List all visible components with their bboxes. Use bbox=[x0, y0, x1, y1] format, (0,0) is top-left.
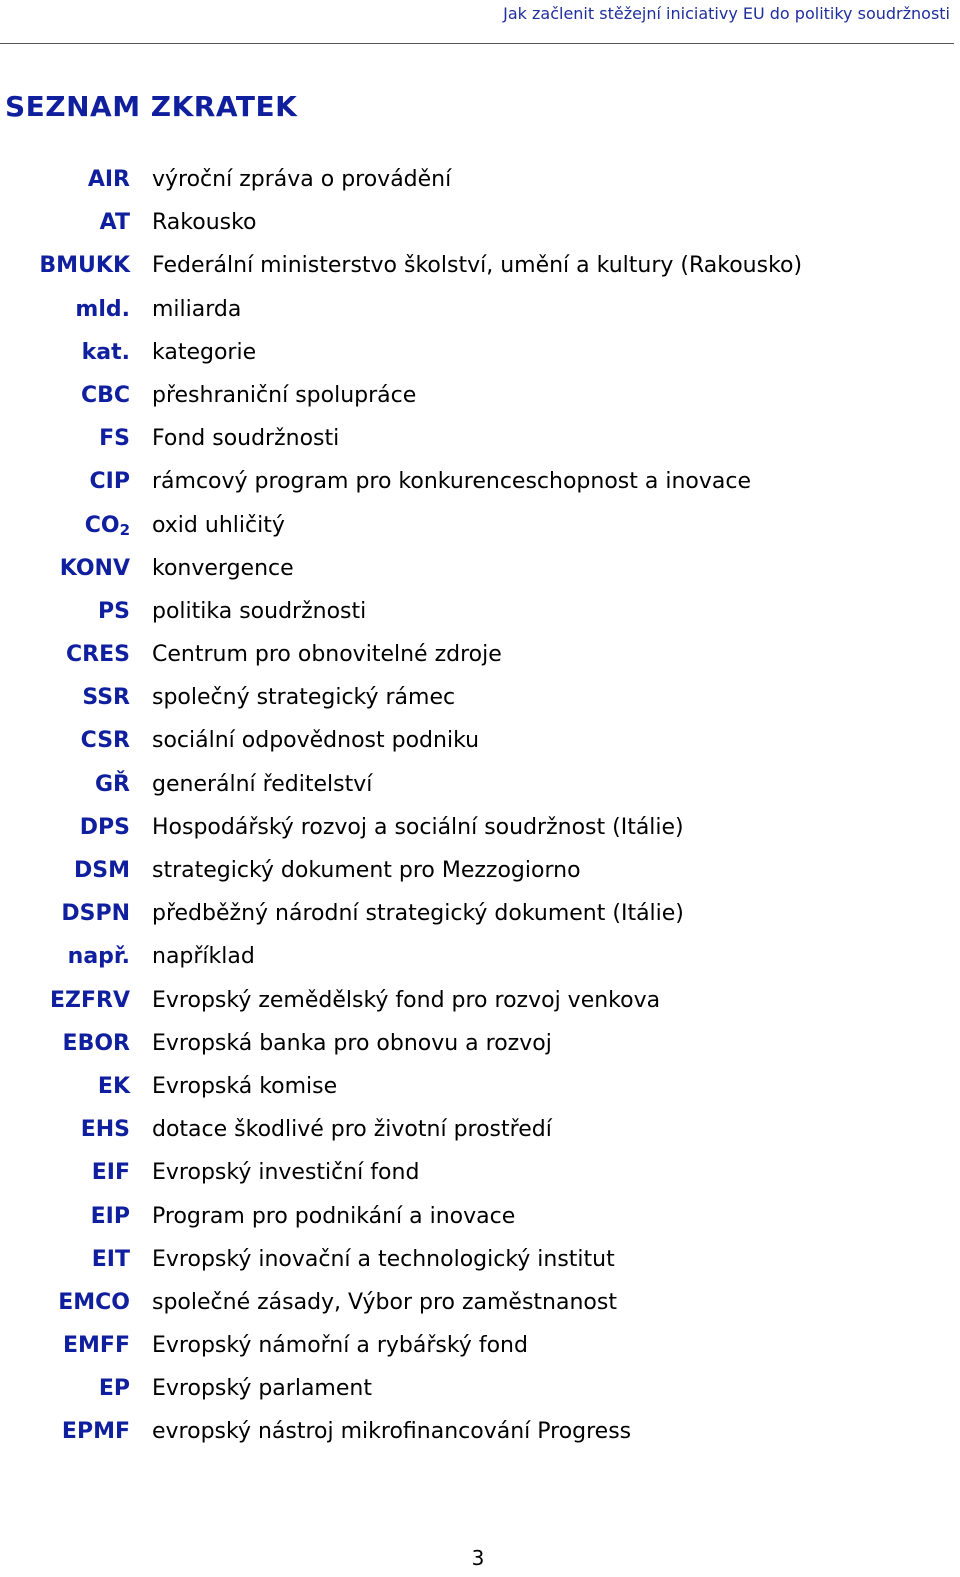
abbreviation-code-text: EIT bbox=[91, 1246, 130, 1272]
abbreviation-code-text: EIP bbox=[90, 1203, 130, 1229]
abbreviation-row bbox=[0, 461, 960, 504]
abbreviation-row bbox=[0, 1066, 960, 1109]
abbreviation-row bbox=[0, 591, 960, 634]
abbreviation-definition: společný strategický rámec bbox=[152, 685, 456, 711]
abbreviation-code-text: FS bbox=[99, 426, 130, 452]
abbreviation-row bbox=[0, 1023, 960, 1066]
abbreviation-definition: konvergence bbox=[152, 555, 294, 581]
abbreviation-code bbox=[98, 599, 130, 624]
page-number: 3 bbox=[471, 1546, 485, 1570]
abbreviation-code-text: kat. bbox=[81, 339, 130, 365]
abbreviation-row bbox=[0, 289, 960, 332]
abbreviation-code-text: EP bbox=[98, 1376, 130, 1402]
abbreviation-row bbox=[0, 1368, 960, 1411]
abbreviation-definition: Fond soudržnosti bbox=[152, 426, 340, 452]
abbreviation-definition: rámcový program pro konkurenceschopnost a inovace bbox=[152, 469, 751, 495]
abbreviation-code bbox=[66, 642, 130, 667]
abbreviation-code bbox=[50, 988, 130, 1013]
abbreviation-code-text: GŘ bbox=[95, 771, 130, 797]
abbreviation-code-text: CSR bbox=[80, 728, 130, 754]
abbreviation-code-text: AT bbox=[99, 210, 130, 236]
abbreviation-code-text: KONV bbox=[59, 555, 130, 581]
abbreviation-row bbox=[0, 332, 960, 375]
abbreviation-code bbox=[88, 167, 130, 192]
abbreviation-code-text: EIF bbox=[91, 1160, 130, 1186]
abbreviation-row bbox=[0, 980, 960, 1023]
abbreviation-row bbox=[0, 677, 960, 720]
abbreviation-row bbox=[0, 1325, 960, 1368]
abbreviation-definition: Evropský námořní a rybářský fond bbox=[152, 1333, 528, 1359]
abbreviation-code bbox=[82, 685, 130, 710]
abbreviation-code bbox=[61, 901, 130, 926]
abbreviation-row bbox=[0, 505, 960, 548]
abbreviation-code-subscript: 2 bbox=[119, 520, 130, 539]
abbreviation-code-text: mld. bbox=[75, 296, 130, 322]
abbreviation-code bbox=[68, 944, 130, 969]
abbreviation-code bbox=[81, 728, 130, 753]
abbreviation-row bbox=[0, 893, 960, 936]
abbreviation-code bbox=[60, 556, 130, 581]
abbreviation-code-text: BMUKK bbox=[39, 253, 130, 279]
abbreviation-code bbox=[100, 210, 130, 235]
abbreviation-row bbox=[0, 159, 960, 202]
abbreviation-code bbox=[92, 1160, 130, 1185]
abbreviation-code-text: EMCO bbox=[58, 1289, 130, 1315]
abbreviation-definition: sociální odpovědnost podniku bbox=[152, 728, 480, 754]
abbreviation-code-text: EHS bbox=[80, 1117, 130, 1143]
abbreviation-code bbox=[98, 1074, 130, 1099]
abbreviation-code bbox=[91, 1204, 130, 1229]
abbreviation-definition: Evropský parlament bbox=[152, 1376, 372, 1402]
abbreviation-code-text: EK bbox=[97, 1073, 130, 1099]
abbreviation-definition: miliarda bbox=[152, 296, 242, 322]
abbreviation-row bbox=[0, 548, 960, 591]
abbreviation-row bbox=[0, 764, 960, 807]
abbreviation-code bbox=[63, 1333, 130, 1358]
abbreviation-code bbox=[92, 1247, 130, 1272]
abbreviation-definition: oxid uhličitý bbox=[152, 512, 285, 538]
abbreviation-code bbox=[63, 1031, 130, 1056]
header-divider bbox=[0, 43, 954, 44]
abbreviation-code-text: např. bbox=[67, 944, 130, 970]
abbreviation-row bbox=[0, 634, 960, 677]
abbreviation-code-text: EZFRV bbox=[50, 987, 130, 1013]
abbreviation-row bbox=[0, 1196, 960, 1239]
abbreviation-list bbox=[0, 159, 960, 1455]
abbreviation-row bbox=[0, 1282, 960, 1325]
abbreviation-code bbox=[75, 297, 130, 322]
abbreviation-row bbox=[0, 936, 960, 979]
abbreviation-definition: přeshraniční spolupráce bbox=[152, 382, 417, 408]
abbreviation-code-text: CBC bbox=[80, 382, 130, 408]
abbreviation-code-text: CO bbox=[84, 512, 120, 538]
abbreviation-code bbox=[81, 383, 130, 408]
abbreviation-definition: dotace škodlivé pro životní prostředí bbox=[152, 1117, 552, 1143]
abbreviation-code bbox=[99, 426, 130, 451]
abbreviation-code-text: DSPN bbox=[61, 901, 130, 927]
abbreviation-code bbox=[90, 469, 130, 494]
abbreviation-definition: Evropská banka pro obnovu a rozvoj bbox=[152, 1030, 552, 1056]
abbreviation-code-text: EBOR bbox=[62, 1030, 130, 1056]
abbreviation-definition: Evropský investiční fond bbox=[152, 1160, 420, 1186]
abbreviation-definition: strategický dokument pro Mezzogiorno bbox=[152, 858, 581, 883]
abbreviation-definition: evropský nástroj mikrofinancování Progress bbox=[152, 1419, 632, 1445]
abbreviation-code-text: DPS bbox=[79, 814, 130, 840]
abbreviation-definition: předběžný národní strategický dokument (Itálie) bbox=[152, 901, 684, 927]
abbreviation-code-text: DSM bbox=[74, 858, 130, 883]
abbreviation-code bbox=[82, 340, 130, 365]
abbreviation-code bbox=[95, 772, 130, 797]
abbreviation-definition: Evropská komise bbox=[152, 1073, 338, 1099]
abbreviation-definition: Program pro podnikání a inovace bbox=[152, 1203, 516, 1229]
abbreviation-code bbox=[81, 1117, 130, 1142]
abbreviation-row bbox=[0, 1411, 960, 1454]
abbreviation-code-text: AIR bbox=[87, 167, 130, 192]
abbreviation-row bbox=[0, 720, 960, 763]
abbreviation-code-text: EMFF bbox=[63, 1333, 130, 1359]
abbreviation-definition: například bbox=[152, 944, 255, 970]
abbreviation-code-text: CRES bbox=[66, 642, 130, 668]
abbreviation-definition: výroční zpráva o provádění bbox=[152, 167, 452, 192]
abbreviation-code bbox=[74, 858, 130, 883]
abbreviation-row bbox=[0, 375, 960, 418]
abbreviation-definition: Evropský inovační a technologický institut bbox=[152, 1246, 615, 1272]
abbreviation-definition: kategorie bbox=[152, 339, 257, 365]
abbreviation-code bbox=[85, 513, 130, 539]
abbreviation-definition: Centrum pro obnovitelné zdroje bbox=[152, 642, 502, 668]
abbreviation-code-text: SSR bbox=[82, 685, 130, 711]
abbreviation-definition: společné zásady, Výbor pro zaměstnanost bbox=[152, 1289, 617, 1315]
abbreviation-row bbox=[0, 202, 960, 245]
abbreviation-code-text: EPMF bbox=[61, 1419, 130, 1445]
running-header: Jak začlenit stěžejní iniciativy EU do politiky soudržnosti bbox=[503, 4, 950, 23]
abbreviation-code bbox=[62, 1419, 130, 1444]
abbreviation-code bbox=[39, 253, 130, 278]
abbreviation-row bbox=[0, 418, 960, 461]
abbreviation-definition: Hospodářský rozvoj a sociální soudržnost (Itálie) bbox=[152, 814, 684, 840]
page-title: SEZNAM ZKRATEK bbox=[5, 90, 298, 123]
abbreviation-row bbox=[0, 850, 960, 893]
abbreviation-code bbox=[80, 815, 130, 840]
abbreviation-definition: Federální ministerstvo školství, umění a kultury (Rakousko) bbox=[152, 253, 803, 279]
abbreviation-code bbox=[58, 1290, 130, 1315]
abbreviation-row bbox=[0, 245, 960, 288]
abbreviation-definition: Evropský zemědělský fond pro rozvoj venkova bbox=[152, 987, 661, 1013]
abbreviation-row bbox=[0, 1109, 960, 1152]
abbreviation-row bbox=[0, 1239, 960, 1282]
abbreviation-row bbox=[0, 1152, 960, 1195]
abbreviation-code-text: CIP bbox=[89, 469, 130, 495]
abbreviation-definition: generální ředitelství bbox=[152, 771, 373, 797]
abbreviation-definition: politika soudržnosti bbox=[152, 598, 367, 624]
abbreviation-code-text: PS bbox=[98, 598, 130, 624]
abbreviation-code bbox=[99, 1376, 130, 1401]
abbreviation-definition: Rakousko bbox=[152, 210, 257, 236]
abbreviation-row bbox=[0, 807, 960, 850]
